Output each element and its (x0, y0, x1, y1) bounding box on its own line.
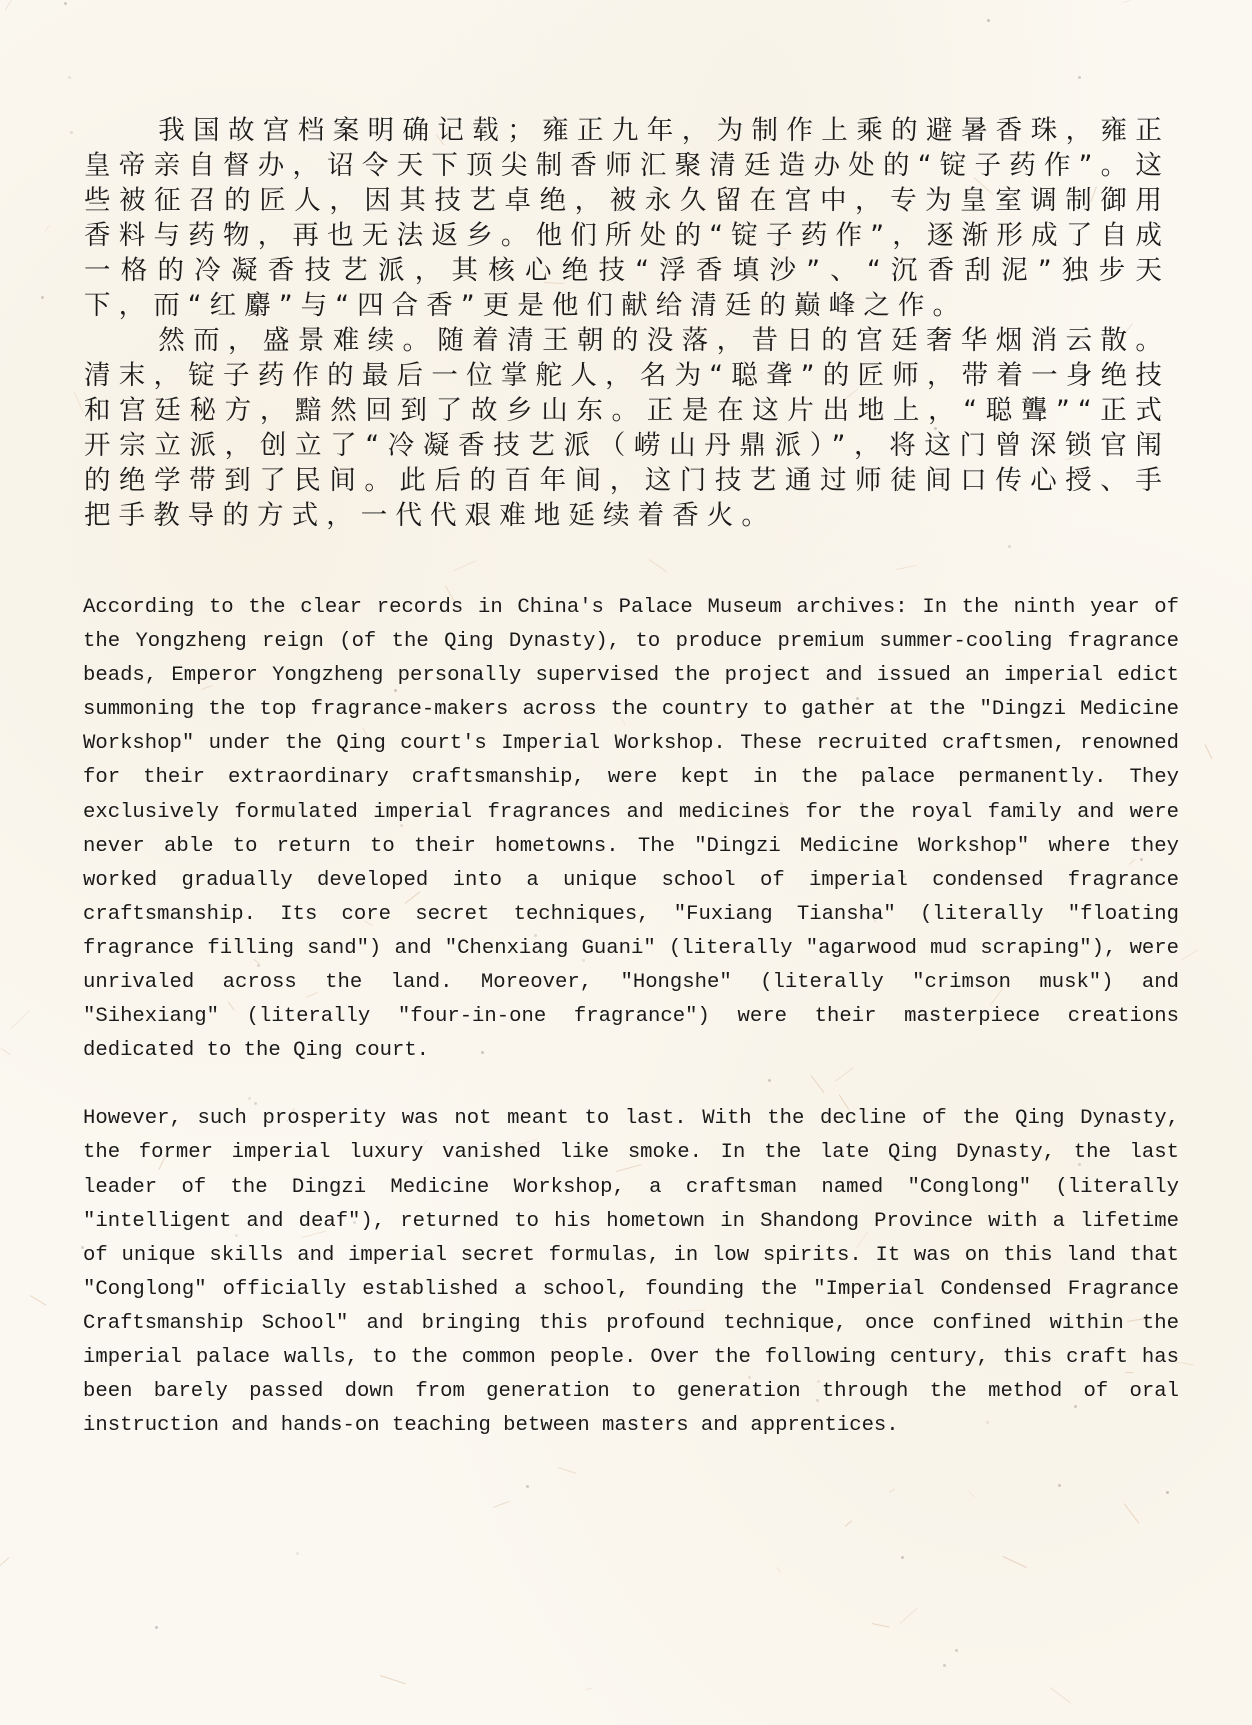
paper-speck (1078, 76, 1081, 79)
english-paragraph-2: However, such prosperity was not meant to last. With the decline of the Qing Dynasty, the former imperial luxury vanished like smoke. In the late Qing Dynasty, the last leader of the Dingzi Medicine Workshop, a craftsman named "Conglong" (literally "intelligent and deaf"), returned to his hometown in Shandong Province with a lifetime of unique skills and imperial secret formulas, in low spirits. It was on this land that "Conglong" officially established a school, founding the "Imperial Condensed Fragrance Craftsmanship School" and bringing this profound technique, once confined within the imperial palace walls, to the common people. Over the following century, this craft has been barely passed down from generation to generation through the method of oral instruction and hands-on teaching between masters and apprentices. (83, 1107, 1179, 1438)
paper-speck (955, 1649, 958, 1652)
paper-fiber (30, 1295, 47, 1306)
paper-fiber (900, 1608, 918, 1624)
paper-fiber (777, 1567, 781, 1573)
paper-fiber (1124, 1503, 1140, 1524)
paper-fiber (1205, 744, 1213, 759)
chinese-paragraph-1: 我国故宫档案明确记载；雍正九年，为制作上乘的避暑香珠，雍正皇帝亲自督办，诏令天下顶尖制香师汇聚清廷造办处的“锭子药作”。这些被征召的匠人，因其技艺卓绝，被永久留在宫中，专为皇室调制御用香料与药物，再也无法返乡。他们所处的“锭子药作”，逐渐形成了自成一格的冷凝香技艺派，其核心绝技“浮香填沙”、“沉香刮泥”独步天下，而“红麝”与“四合香”更是他们献给清廷的巅峰之作。 (84, 115, 1170, 321)
paper-fiber (1003, 1556, 1027, 1568)
chinese-paragraph-2: 然而，盛景难续。随着清王朝的没落，昔日的宫廷奢华烟消云散。清末，锭子药作的最后一位掌舵人，名为“聪聋”的匠师，带着一身绝技和宫廷秘方，黯然回到了故乡山东。正是在这片出地上，“聪聾”“正式开宗立派，创立了“冷凝香技艺派（崂山丹鼎派）”，将这门曾深锁官闱的绝学带到了民间。此后的百年间，这门技艺通过师徒间口传心授、手把手教导的方式，一代代艰难地延续着香火。 (84, 325, 1170, 531)
paper-fiber (889, 1488, 895, 1493)
paper-speck (901, 1556, 904, 1559)
paper-speck (70, 131, 73, 134)
paper-fiber (1123, 0, 1131, 3)
paper-speck (41, 296, 44, 299)
paper-fiber (896, 565, 917, 570)
paper-fiber (586, 1687, 593, 1690)
paper-speck (987, 19, 990, 22)
paper-fiber (0, 1557, 9, 1566)
paper-fiber (1050, 1687, 1071, 1703)
paper-speck (1008, 545, 1011, 548)
paper-fiber (1, 1048, 11, 1055)
paper-speck (296, 1552, 299, 1555)
paper-speck (1166, 1491, 1169, 1494)
paper-speck (526, 1485, 529, 1488)
paper-speck (68, 76, 71, 79)
paper-fiber (454, 560, 476, 571)
paper-fiber (845, 1520, 852, 1527)
paper-speck (155, 1626, 158, 1629)
paper-fiber (649, 559, 668, 572)
english-text-section (83, 591, 1179, 1443)
paper-speck (943, 1664, 946, 1667)
paper-fiber (74, 391, 84, 412)
paper-fiber (493, 1501, 510, 1508)
paper-fiber (558, 1467, 576, 1474)
paper-fiber (872, 1623, 890, 1628)
paper-fiber (5, 0, 14, 11)
paper-fiber (380, 1675, 406, 1684)
english-paragraph-1: According to the clear records in China's Palace Museum archives: In the ninth year of the Yongzheng reign (of the Qing Dynasty), to produce premium summer-cooling fragrance beads, Emperor Yongzheng personally supervised the project and issued an imperial edict summoning the top fragrance-makers across the country to gather at the "Dingzi Medicine Workshop" under the Qing court's Imperial Workshop. These recruited craftsmen, renowned for their extraordinary craftsmanship, were kept in the palace permanently. They exclusively formulated imperial fragrances and medicines for the royal family and were never able to return to their hometowns. The "Dingzi Medicine Workshop" where they worked gradually developed into a unique school of imperial condensed fragrance craftsmanship. Its core secret techniques, "Fuxiang Tiansha" (literally "floating fragrance filling sand") and "Chenxiang Guani" (literally "agarwood mud scraping"), were unrivaled across the land. Moreover, "Hongshe" (literally "crimson musk") and "Sihexiang" (literally "four-in-one fragrance") were their masterpiece creations dedicated to the Qing court. (83, 596, 1179, 1063)
paper-fiber (969, 1491, 975, 1497)
paper-fiber (11, 1010, 30, 1029)
paper-speck (64, 2, 67, 5)
chinese-text-section (84, 113, 1170, 533)
paper-fiber (1181, 949, 1198, 961)
paper-fiber (45, 225, 50, 231)
paper-speck (1058, 1484, 1061, 1487)
